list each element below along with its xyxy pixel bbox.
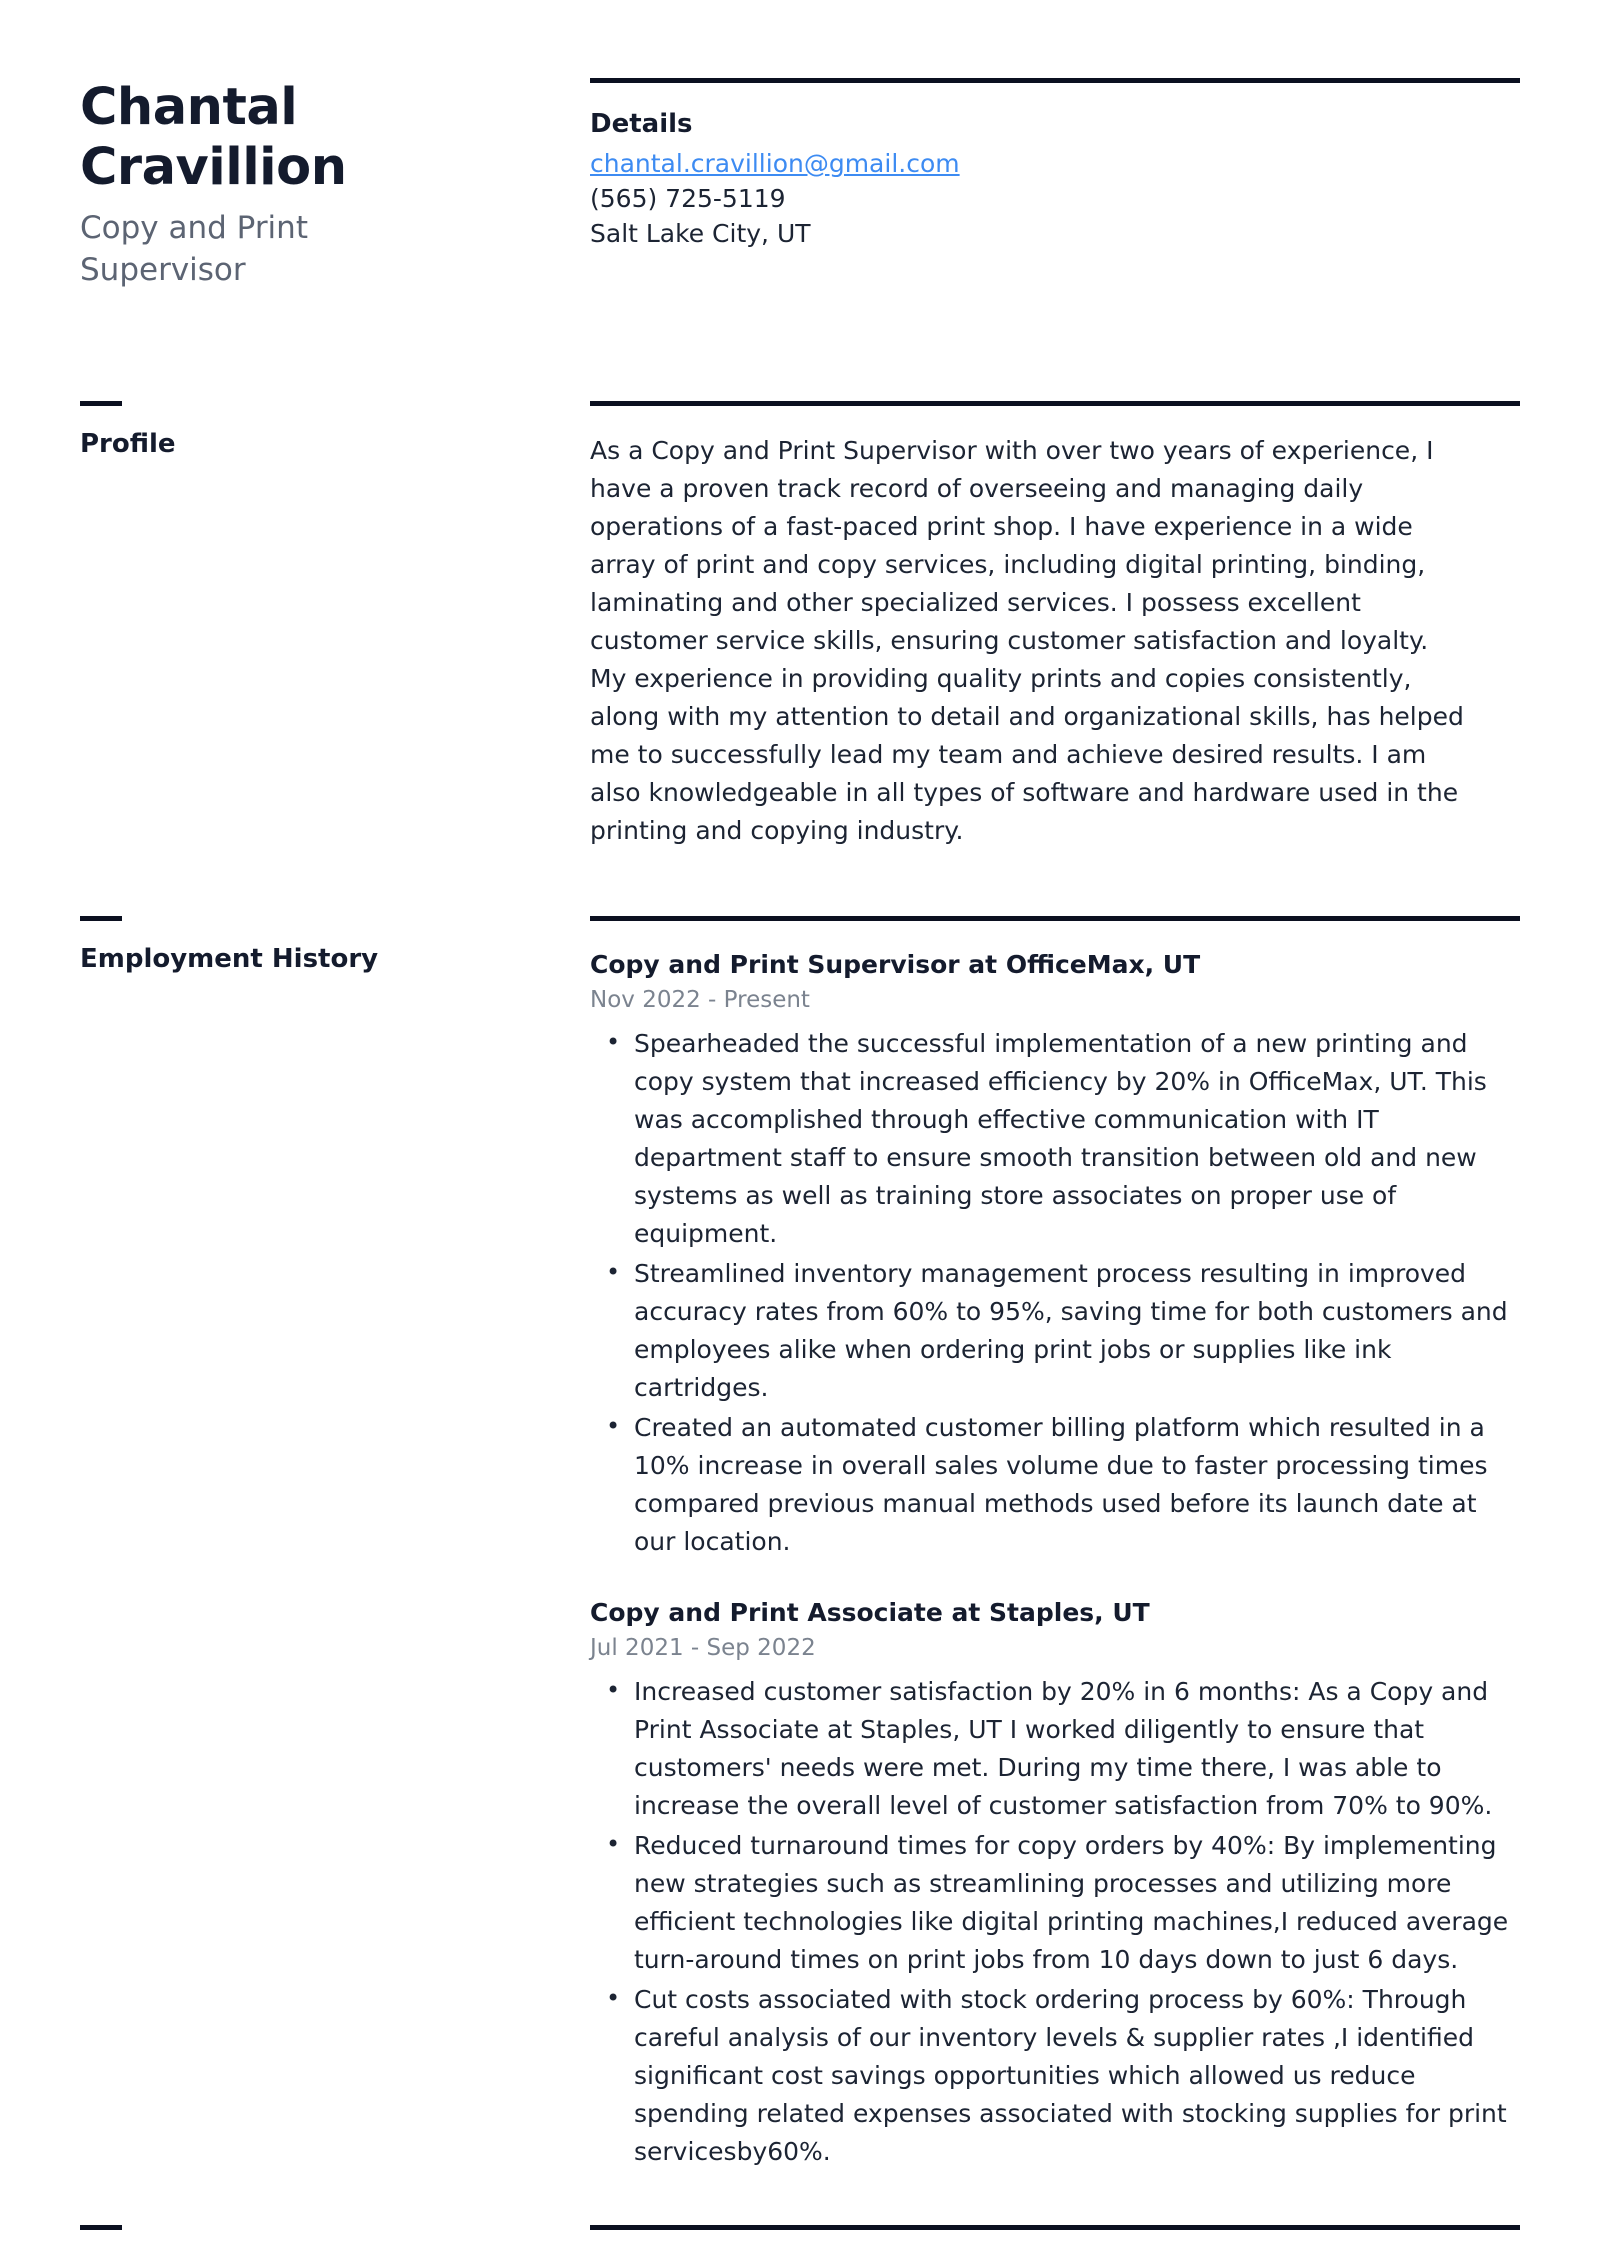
email-link[interactable]: chantal.cravillion@gmail.com (590, 149, 960, 179)
job-bullet-list (590, 1025, 1520, 1561)
details-block (590, 83, 1520, 251)
header-left-column (80, 78, 590, 291)
next-section-partial (80, 2225, 1520, 2252)
job-bullet: • Cut costs associated with stock ordering process by 60%: Through careful analysis of our inventory levels & supplier rates ,I identified significant cost savings opportunities which allowed us reduce spending related expenses associated with stocking supplies for print servicesby60%. (634, 1981, 1520, 2171)
job-heading: Copy and Print Supervisor at OfficeMax, UT (590, 949, 1201, 979)
profile-section-label: Profile (80, 428, 176, 459)
details-location: Salt Lake City, UT (590, 219, 811, 249)
job-bullet: • Increased customer satisfaction by 20% in 6 months: As a Copy and Print Associate at Staples, UT I worked diligently to ensure that customers' needs were met. During my time there, I was able to increase the overall level of customer satisfaction from 70% to 90%. (634, 1673, 1520, 1825)
employment-section (80, 916, 1520, 2174)
page-title (80, 78, 410, 198)
job-bullet: • Created an automated customer billing platform which resulted in a 10% increase in overall sales volume due to faster processing times compared previous manual methods used before its launch date at our location. (634, 1409, 1520, 1561)
job-entry (590, 947, 1520, 1561)
profile-body (590, 406, 1520, 850)
employment-right-column (590, 916, 1520, 2174)
job-bullet: • Reduced turnaround times for copy orders by 40%: By implementing new strategies such as streamlining processes and utilizing more efficient technologies like digital printing machines,I reduced average turn-around times on print jobs from 10 days down to just 6 days. (634, 1827, 1520, 1979)
profile-dash-marker (80, 401, 122, 406)
profile-paragraph: As a Copy and Print Supervisor with over two years of experience, I have a proven track record of overseeing and managing daily operations of a fast-paced print shop. I have experience in a wide array of print and copy services, including digital printing, binding, laminating and other specialized services. I possess excellent customer service skills, ensuring customer satisfaction and loyalty. My experience in providing quality prints and copies consistently, along with my attention to detail and organizational skills, has helped me to successfully lead my team and achieve desired results. I am also knowledgeable in all types of software and hardware used in the printing and copying industry. (590, 435, 1464, 845)
job-entry (590, 1595, 1520, 2171)
details-column (590, 78, 1520, 291)
first-name: Chantal (80, 78, 298, 137)
employment-body (590, 921, 1520, 2172)
job-dates: Nov 2022 - Present (590, 986, 810, 1013)
job-bullet: • Streamlined inventory management process resulting in improved accuracy rates from 60% to 95%, saving time for both customers and employees alike when ordering print jobs or supplies like ink cartridges. (634, 1255, 1520, 1407)
last-name: Cravillion (80, 138, 347, 198)
next-section-top-rule (590, 2225, 1520, 2230)
job-dates: Jul 2021 - Sep 2022 (590, 1635, 816, 1662)
employment-section-label: Employment History (80, 943, 379, 974)
next-section-left-column (80, 2225, 590, 2252)
next-section-right-column (590, 2225, 1520, 2252)
profile-right-column (590, 401, 1520, 850)
header-job-title: Copy and Print Supervisor (80, 210, 308, 288)
spacer-after-profile (0, 850, 1600, 916)
details-email-row (590, 146, 1520, 181)
next-section-dash-marker (80, 2225, 122, 2230)
employment-dash-marker (80, 916, 122, 921)
details-phone: (565) 725-5119 (590, 184, 786, 214)
spacer-after-details (0, 291, 1600, 401)
details-heading: Details (590, 109, 693, 139)
job-bullet: • Spearheaded the successful implementation of a new printing and copy system that increased efficiency by 20% in OfficeMax, UT. This was accomplished through effective communication with IT department staff to ensure smooth transition between old and new systems as well as training store associates on proper use of equipment. (634, 1025, 1520, 1253)
employment-left-column (80, 916, 590, 2174)
profile-section (80, 401, 1520, 850)
header-section (80, 0, 1520, 291)
profile-left-column (80, 401, 590, 850)
job-heading: Copy and Print Associate at Staples, UT (590, 1598, 1150, 1628)
job-bullet-list (590, 1673, 1520, 2171)
spacer-before-next-section (0, 2173, 1600, 2225)
